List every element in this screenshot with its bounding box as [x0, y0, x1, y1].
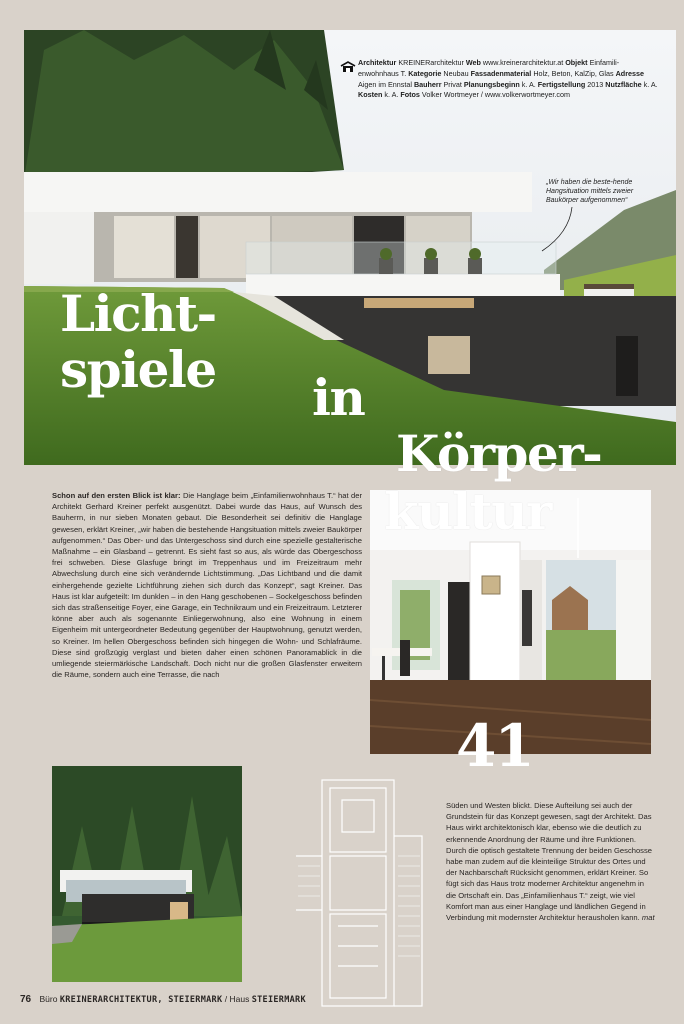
headline-line-5: kultur	[384, 482, 551, 541]
footer-office: KREINERARCHITEKTUR, STEIERMARK	[59, 995, 223, 1005]
author-sign: mat	[641, 913, 655, 923]
house-icon	[340, 60, 356, 72]
headline-line-3: in	[312, 368, 365, 427]
project-credits: Architektur KREINERarchitektur Web www.kreinerarchitektur.at Objekt Einfamili-enwohnhaus T. Kategorie Neubau Fassadenmaterial Holz, Beton, KalZip, Glas Adresse Aigen im Ennstal Bauherr Privat Planungsbeginn k. A. Fertigstellung 2013 Nutzfläche k. A. Kosten k. A. Fotos Volker Wortmeyer / www.volkerwortmeyer.com	[358, 58, 658, 100]
headline-line-1: Licht-	[60, 284, 216, 343]
footer-house: STEIERMARK	[251, 995, 306, 1005]
page-number-badge: 41	[456, 712, 533, 780]
footer-prefix: Büro	[39, 994, 58, 1004]
pull-quote: „Wir haben die beste-hende Hangsituation mittels zweier Baukörper aufgenommen“	[546, 179, 634, 204]
headline-line-2: spiele	[60, 340, 216, 399]
article-body-1	[52, 490, 362, 680]
footer-page-number: 76	[20, 994, 32, 1005]
page-footer	[20, 994, 306, 1005]
article-text-1: Die Hanglage beim „Einfamilienwohnhaus T.“ hat der Architekt Gerhard Kreiner perfekt ausgenützt. Dabei wurde das Haus, auf Wunsch des Bauherrn, in nur sieben Monaten gebaut. Die Besonderheit sei definitiv die Hanglage gewesen, erklärt Kreiner, „wir haben die bestehende Hangsituation mittels zweier Baukörper aufgenommen.“ Das Ober- und das Untergeschoss sind durch eine spezielle gestalterische Maßnahme – ein Glasband – getrennt. Es sieht fast so aus, als würde das Obergeschoss frei schweben. Diese Glasfuge bringt im Treppenhaus und im Freizeitraum mehr Abwechslung durch eine sich verändernde Lichtstimmung. „Das Lichtband und die damit einhergehende gezielte Lichtführung ziehen sich durch das Konzept“, sagt Kreiner. Das Haus ist klar aufgeteilt: Im dunklen – in den Hang geschobenen – Sockelgeschoss befinden sich das straßenseitige Foyer, eine Garage, ein Technikraum und ein Freizeitraum. Letzterer könne aber auch als sogenannte Einliegerwohnung, also eine Wohnung in einem Eigenheim mit untergeordneter Bedeutung gegenüber der Hauptwohnung, genutzt werden, so Kreiner. Im hellen Obergeschoss befinden sich hingegen die Wohn- und Schlafräume. Diese sind großzügig verglast und bieten daher einen schönen Panoramablick in die umliegende steiermärkische Landschaft. Doch nicht nur die großen Glasfenster erweitern die Räume, sondern auch eine Terrasse, die nach	[52, 491, 362, 680]
exterior-photo	[52, 766, 242, 982]
article-body-2	[446, 800, 656, 923]
lead-in: Schon auf den ersten Blick ist klar:	[52, 491, 181, 500]
quote-pointer-line	[540, 205, 580, 255]
floor-plan	[294, 776, 424, 1010]
article-text-2: Süden und Westen blickt. Diese Aufteilung sei auch der Grundstein für das Konzept gewesen, sagt der Architekt. Das Haus wirkt architektonisch klar, ebenso wie die deutlich zu erkennende Anordnung der Räume und ihre Funktionen. Durch die optisch gestaltete Trennung der beiden Geschosse habe man zudem auf die kleinteilige Struktur des Ortes und der Nachbarschaft Rücksicht genommen, erklärt Kreiner. So fügt sich das Haus trotz moderner Architektur angenehm in die Ortschaft ein. Das „Einfamilienhaus T.“ zeigt, wie viel Komfort man aus einer Hanglage und ländlichen Gegend in Verbindung mit modernster Architektur herausholen kann.	[446, 801, 653, 923]
headline-accent-line	[574, 498, 582, 558]
footer-separator: / Haus	[224, 994, 250, 1004]
headline-line-4: Körper-	[396, 424, 602, 483]
